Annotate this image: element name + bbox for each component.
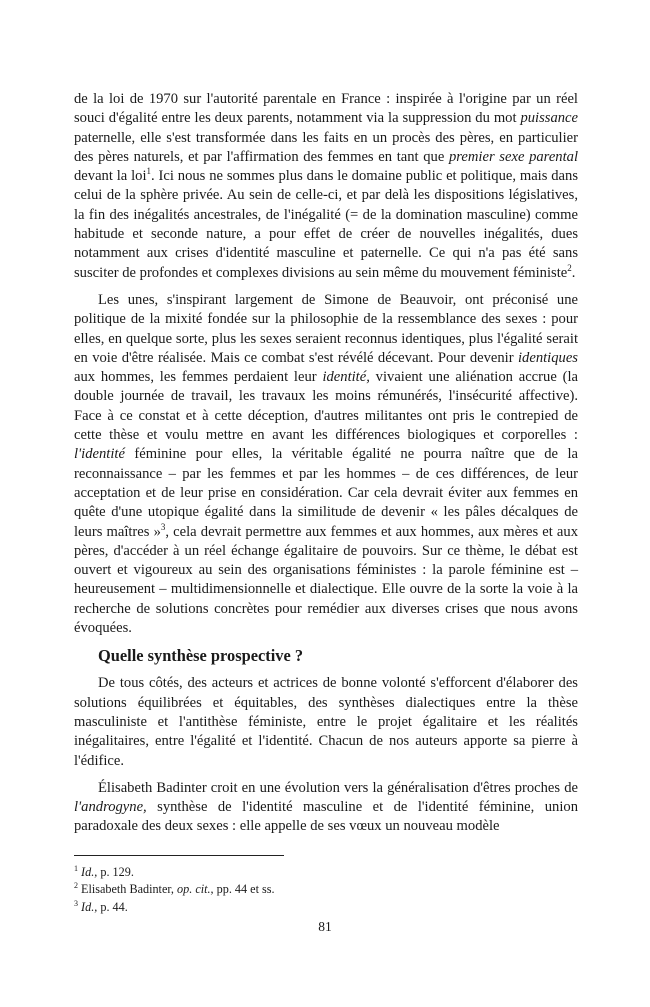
- footnote-number: 3: [74, 898, 78, 908]
- text-run: de la loi de 1970 sur l'autorité parentale en France : inspirée à l'origine par un réel souci d'égalité entre les deux parents, notamment via la suppression du mot: [74, 91, 578, 127]
- italic-text: Id.,: [81, 899, 98, 914]
- italic-text: l'identité: [74, 446, 125, 463]
- text-run: De tous côtés, des acteurs et actrices de bonne volonté s'efforcent d'élaborer des solutions équilibrées et équitables, des synthèses dialectiques entre la thèse masculiniste et l'antithèse féministe, entre le projet égalitaire et les réalités inégalitaires, entre l'égalité et l'identité. Chacun de nos auteurs apporte sa pierre à l'édifice.: [74, 675, 578, 769]
- footnote: [74, 899, 578, 916]
- text-run: .: [571, 264, 576, 281]
- text-run: Élisabeth Badinter croit en une évolution vers la généralisation d'êtres proches de: [98, 779, 578, 796]
- footnote-ref: 3: [160, 521, 166, 532]
- text-run: Elisabeth Badinter,: [78, 882, 178, 897]
- italic-text: Id.,: [81, 865, 98, 879]
- paragraph: [74, 291, 578, 638]
- text-run: vivaient une aliénation accrue (la double journée de travail, les travaux les moins rémunérés, l'insécurité affective). Face à ce constat et à cette déception, d'autres militantes ont pris le contrepied de cette thèse et voulu mettre en avant les différences biologiques et corporelles :: [74, 369, 578, 444]
- text-run: , cela devrait permettre aux femmes et aux hommes, aux mères et aux pères, d'accéder à un réel échange égalitaire de pouvoirs. Sur ce thème, le débat est ouvert et vigoureux au sein des organisations féministes : la parole féminine est – heureusement – multidimensionnelle et dialectique. Elle ouvre de la sorte la voie à la recherche de solutions concrètes pour remédier aux diverses crises que nous avons évoquées.: [74, 523, 578, 637]
- text-run: pp. 44 et ss.: [213, 882, 275, 897]
- footnote-ref: 1: [146, 166, 152, 177]
- text-run: aux hommes, les femmes perdaient leur: [74, 369, 323, 386]
- text-run: p. 129.: [97, 865, 134, 879]
- italic-text: l'androgyne,: [74, 799, 147, 816]
- section-heading: Quelle synthèse prospective ?: [98, 646, 304, 666]
- text-run: devant la loi: [74, 168, 147, 185]
- footnote-separator: [74, 855, 284, 856]
- body-text-before-heading: [74, 90, 578, 638]
- footnote: [74, 881, 578, 898]
- page-number: 81: [318, 919, 332, 934]
- text-run: synthèse de l'identité masculine et de l'identité féminine, union paradoxale des deux sexes : elle appelle de ses vœux un nouveau modèle: [74, 799, 578, 835]
- footnote: [74, 864, 578, 881]
- text-run: p. 44.: [97, 899, 128, 914]
- footnotes: [74, 864, 578, 916]
- paragraph: [74, 674, 578, 770]
- footnote-number: 2: [74, 881, 78, 891]
- italic-text: puissance: [520, 110, 578, 127]
- footnote-number: 1: [74, 863, 78, 873]
- footnote-ref: 2: [567, 262, 572, 273]
- paragraph: [74, 779, 578, 837]
- italic-text: op. cit.,: [177, 882, 214, 897]
- italic-text: identité,: [322, 369, 370, 386]
- text-run: . Ici nous ne sommes plus dans le domaine public et politique, mais dans celui de la sphère privée. Au sein de celle-ci, et par delà les dispositions législatives, la fin des inégalités ancestrales, de l'inégalité (= de la domination masculine) comme habitude et seconde nature, a pour effet de créer de nouvelles inégalités, dues notamment aux crises d'identité masculine et paternelle. Ce qui n'a pas été sans susciter de profondes et complexes divisions au sein même du mouvement féministe: [74, 168, 578, 281]
- page-body: [74, 90, 578, 845]
- paragraph: [74, 90, 578, 283]
- italic-text: premier sexe parental: [448, 148, 578, 165]
- italic-text: identiques: [518, 349, 578, 366]
- text-run: paternelle, elle s'est transformée dans les faits en un procès des pères, en particulier des pères naturels, et par l'affirmation des femmes en tant que: [74, 129, 578, 165]
- body-text-after-heading: [74, 674, 578, 836]
- text-run: Les unes, s'inspirant largement de Simone de Beauvoir, ont préconisé une politique de la mixité fondée sur la philosophie de la ressemblance des sexes : pour elles, en quelque sorte, plus les sexes seraient reconnus identiques, plus l'égalité serait en voie d'être réalisée. Mais ce combat s'est révélé décevant. Pour devenir: [74, 291, 578, 366]
- text-run: féminine pour elles, la véritable égalité ne pourra naître que de la reconnaissance – par les femmes et par les hommes – de ces différences, de leur acceptation et de leur prise en considération. Car cela devrait éviter aux femmes en quête d'une utopique égalité dans la similitude de devenir « les pâles décalques de leurs maîtres »: [74, 446, 578, 540]
